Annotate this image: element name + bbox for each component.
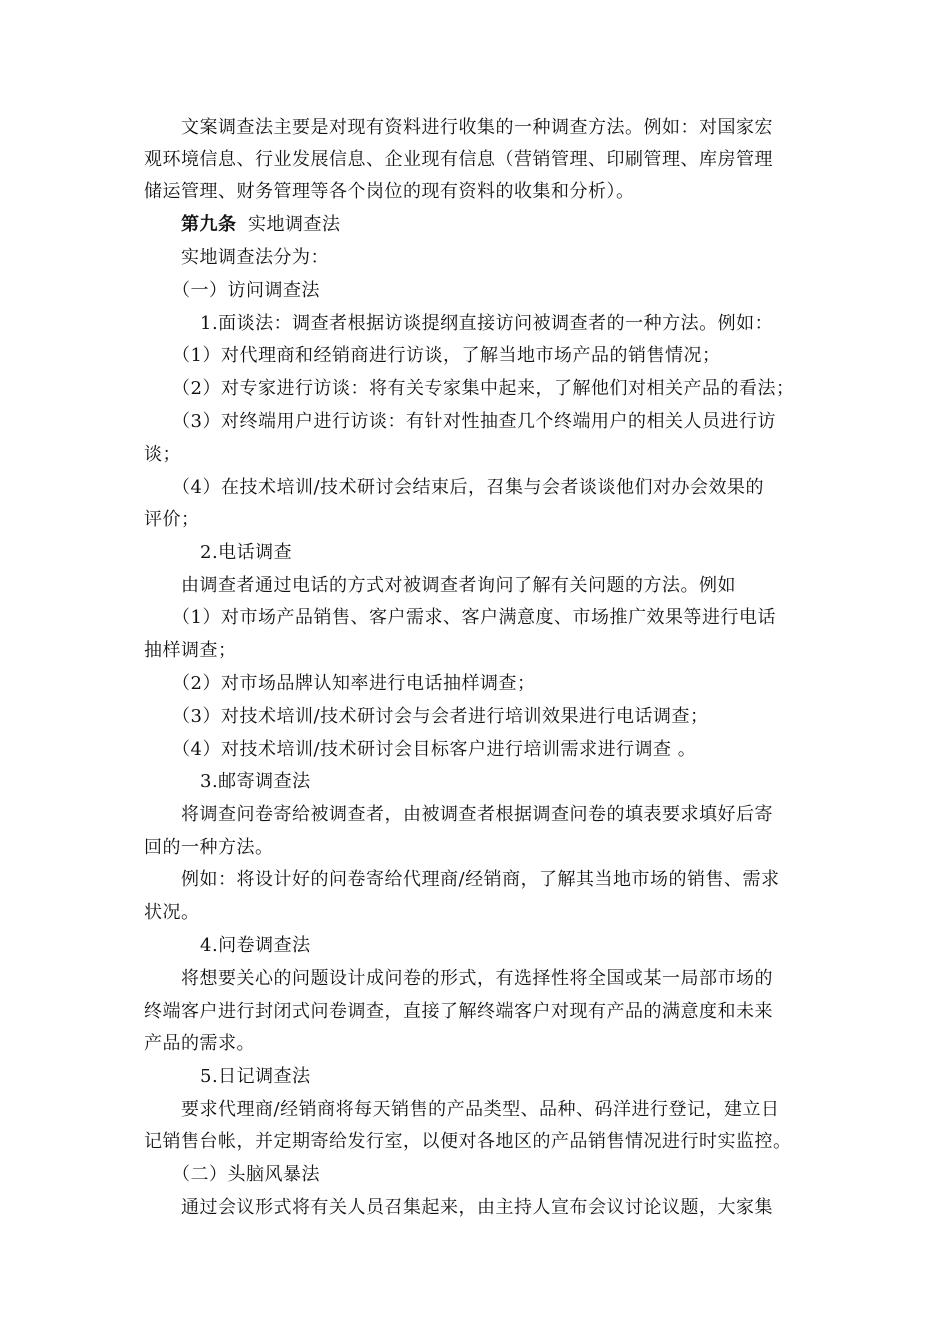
article-heading: 第九条 (181, 214, 237, 235)
list-item: （2）对市场品牌认知率进行电话抽样调查； (172, 673, 536, 694)
subsection-heading: 2.电话调查 (200, 542, 293, 563)
list-item: （4）在技术培训/技术研讨会结束后，召集与会者谈谈他们对办会效果的 (172, 477, 765, 498)
text-line: 观环境信息、行业发展信息、企业现有信息（营销管理、印刷管理、库房管理 (144, 149, 773, 170)
subsection-heading: 4.问卷调查法 (200, 935, 311, 956)
text-line: 谈； (144, 444, 181, 465)
text-line: 通过会议形式将有关人员召集起来，由主持人宣布会议讨论议题，大家集 (181, 1197, 773, 1218)
text-line: 回的一种方法。 (144, 837, 274, 858)
subsection-heading: 5.日记调查法 (200, 1066, 311, 1087)
text-line: 由调查者通过电话的方式对被调查者询问了解有关问题的方法。例如 (181, 575, 736, 596)
subsection-heading: 3.邮寄调查法 (200, 771, 311, 792)
text-line: 记销售台帐，并定期寄给发行室，以便对各地区的产品销售情况进行时实监控。 (144, 1131, 792, 1152)
text-line: 产品的需求。 (144, 1033, 255, 1054)
list-item: （1）对市场产品销售、客户需求、客户满意度、市场推广效果等进行电话 (172, 607, 776, 628)
list-item: （4）对技术培训/技术研讨会目标客户进行培训需求进行调查 。 (172, 739, 697, 760)
section-heading: （二）头脑风暴法 (172, 1164, 320, 1185)
list-item: （1）对代理商和经销商进行访谈，了解当地市场产品的销售情况； (172, 345, 721, 366)
subsection-heading: 1.面谈法：调查者根据访谈提纲直接访问被调查者的一种方法。例如： (200, 313, 774, 334)
article-title: 实地调查法 (248, 214, 341, 235)
section-heading: （一）访问调查法 (172, 280, 320, 301)
list-item: （3）对终端用户进行访谈：有针对性抽查几个终端用户的相关人员进行访 (172, 411, 776, 432)
text-line: 抽样调查； (144, 640, 237, 661)
text-line: 评价； (144, 509, 200, 530)
list-item: （3）对技术培训/技术研讨会与会者进行培训效果进行电话调查； (172, 706, 709, 727)
text-line: 储运管理、财务管理等各个岗位的现有资料的收集和分析）。 (144, 181, 635, 202)
text-line: 将想要关心的问题设计成问卷的形式，有选择性将全国或某一局部市场的 (181, 968, 773, 989)
text-line: 例如：将设计好的问卷寄给代理商/经销商，了解其当地市场的销售、需求 (181, 869, 780, 890)
text-line: 状况。 (144, 902, 200, 923)
text-line: 实地调查法分为： (181, 247, 329, 268)
text-line: 要求代理商/经销商将每天销售的产品类型、品种、码洋进行登记，建立日 (181, 1099, 780, 1120)
list-item: （2）对专家进行访谈：将有关专家集中起来，了解他们对相关产品的看法； (172, 378, 795, 399)
text-line: 将调查问卷寄给被调查者，由被调查者根据调查问卷的填表要求填好后寄 (181, 804, 773, 825)
text-line: 文案调查法主要是对现有资料进行收集的一种调查方法。例如：对国家宏 (181, 117, 773, 138)
text-line: 终端客户进行封闭式问卷调查，直接了解终端客户对现有产品的满意度和未来 (144, 1001, 773, 1022)
